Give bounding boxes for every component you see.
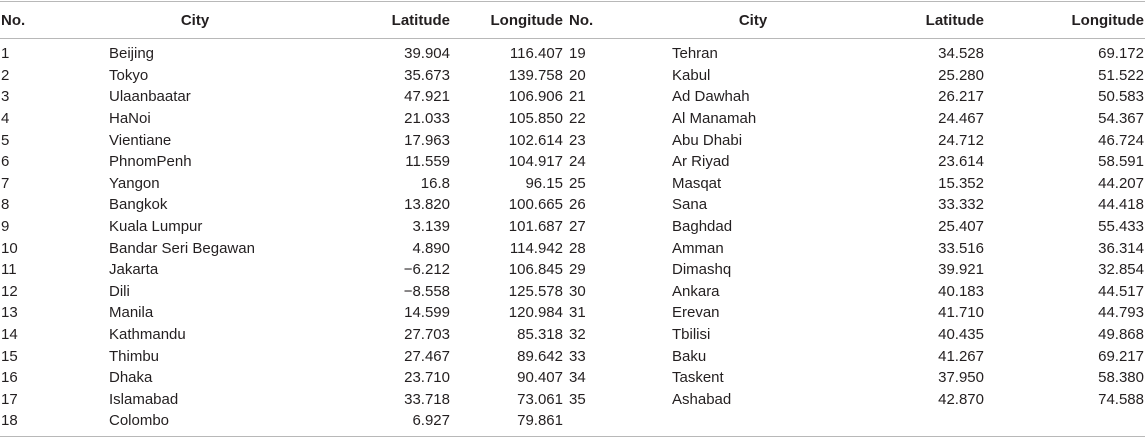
cell-no: 9 (1, 218, 10, 236)
cell-city: Ulaanbaatar (109, 88, 191, 106)
cell-latitude-2 (838, 410, 986, 436)
cell-latitude-2: 40.435 (938, 326, 984, 344)
cell-latitude-2: 37.950 (938, 369, 984, 387)
cell-latitude: −8.558 (403, 282, 450, 300)
cell-city-2: Sana (672, 196, 708, 214)
cell-city: Kuala Lumpur (109, 218, 203, 236)
table-row (0, 389, 1145, 411)
cell-city: Dili (109, 282, 130, 300)
table-row (0, 216, 1145, 238)
cell-no: 4 (1, 110, 10, 128)
cell-no-2: 31 (569, 304, 586, 322)
cell-longitude-2: 44.207 (1098, 174, 1144, 192)
cell-no-2: 30 (569, 282, 586, 300)
cell-city: Colombo (109, 412, 170, 430)
cell-latitude-2: 40.183 (938, 282, 984, 300)
cell-no-2: 22 (569, 110, 586, 128)
cell-longitude-2 (986, 410, 1145, 436)
cell-longitude: 106.845 (508, 261, 563, 279)
cell-latitude-2: 33.516 (938, 239, 984, 257)
cell-latitude: 21.033 (404, 110, 450, 128)
cell-no: 17 (1, 390, 18, 408)
cell-latitude: 27.703 (404, 326, 450, 344)
cell-city-2: Al Manamah (672, 110, 757, 128)
cell-latitude: 39.904 (404, 45, 450, 63)
table-row (0, 151, 1145, 173)
cell-no: 11 (1, 261, 17, 279)
cell-no: 6 (1, 153, 10, 171)
cell-city-2: Tbilisi (672, 326, 711, 344)
table-row (0, 302, 1145, 324)
cell-latitude: −6.212 (403, 261, 450, 279)
table-row (0, 173, 1145, 195)
cell-longitude-2: 44.517 (1098, 282, 1144, 300)
cell-city-2: Baku (672, 347, 707, 365)
cell-latitude: 35.673 (404, 66, 450, 84)
cell-longitude: 73.061 (517, 390, 563, 408)
table-header (0, 2, 1145, 39)
cell-longitude: 90.407 (517, 369, 563, 387)
cell-longitude-2: 49.868 (1098, 326, 1144, 344)
cell-city-2: Dimashq (672, 261, 732, 279)
cell-longitude-2: 44.418 (1098, 196, 1144, 214)
cell-no: 14 (1, 326, 18, 344)
cell-longitude: 114.942 (509, 239, 563, 257)
cell-no: 15 (1, 347, 18, 365)
cell-city-2: Tehran (672, 45, 718, 63)
cell-no: 1 (1, 45, 10, 63)
cell-city: Vientiane (109, 131, 172, 149)
table-row (0, 281, 1145, 303)
cell-latitude: 14.599 (404, 304, 450, 322)
cell-no: 16 (1, 369, 18, 387)
header-city: City (180, 11, 210, 29)
cell-no: 8 (1, 196, 10, 214)
cell-city: Tokyo (109, 66, 149, 84)
cell-city-2: Erevan (672, 304, 720, 322)
cell-latitude: 16.8 (420, 174, 450, 192)
table-row (0, 259, 1145, 281)
table-row (0, 129, 1145, 151)
cell-city: Islamabad (109, 390, 179, 408)
cell-city-2: Taskent (672, 369, 724, 387)
cell-latitude: 33.718 (404, 390, 450, 408)
cell-latitude: 13.820 (404, 196, 450, 214)
cell-latitude: 3.139 (412, 218, 450, 236)
cell-city: Bangkok (109, 196, 168, 214)
header-longitude: Longitude (490, 11, 563, 29)
cell-latitude-2: 25.407 (938, 218, 984, 236)
cell-latitude-2: 23.614 (938, 153, 984, 171)
cell-no-2: 34 (569, 369, 586, 387)
cell-longitude: 79.861 (517, 412, 563, 430)
cell-longitude: 104.917 (508, 153, 563, 171)
cell-no-2: 26 (569, 196, 586, 214)
cell-longitude: 125.578 (508, 282, 563, 300)
cell-longitude: 116.407 (509, 45, 563, 63)
cell-no: 7 (1, 174, 10, 192)
cell-no-2: 21 (569, 88, 586, 106)
cell-longitude: 96.15 (525, 174, 563, 192)
cell-longitude-2: 46.724 (1098, 131, 1144, 149)
cell-latitude: 27.467 (404, 347, 450, 365)
cell-no: 13 (1, 304, 18, 322)
cell-longitude-2: 44.793 (1098, 304, 1144, 322)
cell-city: Manila (109, 304, 154, 322)
table-row (0, 367, 1145, 389)
cell-latitude-2: 26.217 (938, 88, 984, 106)
cell-no-2: 27 (569, 218, 586, 236)
cell-no-2: 23 (569, 131, 586, 149)
cell-latitude-2: 34.528 (938, 45, 984, 63)
cell-no-2: 24 (569, 153, 586, 171)
cell-latitude-2: 25.280 (938, 66, 984, 84)
cell-city-2: Abu Dhabi (672, 131, 743, 149)
cell-latitude: 47.921 (404, 88, 450, 106)
cell-no: 5 (1, 131, 10, 149)
table-row (0, 410, 1145, 436)
cell-longitude: 101.687 (508, 218, 563, 236)
cell-longitude: 120.984 (508, 304, 563, 322)
cell-no-2: 20 (569, 66, 586, 84)
cell-longitude: 102.614 (508, 131, 563, 149)
cell-latitude: 11.559 (405, 153, 450, 171)
cell-latitude: 6.927 (412, 412, 450, 430)
table-body (0, 39, 1145, 437)
cell-no-2: 25 (569, 174, 586, 192)
cell-no: 3 (1, 88, 10, 106)
cell-no-2: 32 (569, 326, 586, 344)
cell-city: Dhaka (109, 369, 153, 387)
cell-latitude-2: 42.870 (938, 390, 984, 408)
cell-latitude-2: 41.267 (938, 347, 984, 365)
cell-latitude: 17.963 (404, 131, 450, 149)
cell-longitude: 89.642 (517, 347, 563, 365)
table-row (0, 345, 1145, 367)
header-latitude: Latitude (391, 11, 450, 29)
cell-longitude-2: 51.522 (1098, 66, 1144, 84)
cell-city-2: Ankara (672, 282, 720, 300)
cell-longitude-2: 32.854 (1098, 261, 1144, 279)
cell-no: 10 (1, 239, 18, 257)
cell-city: Beijing (109, 45, 155, 63)
cell-city: Kathmandu (109, 326, 186, 344)
header-no: No. (1, 11, 26, 29)
cell-no: 2 (1, 66, 10, 84)
cell-city: Bandar Seri Begawan (109, 239, 255, 257)
cell-latitude: 23.710 (404, 369, 450, 387)
cell-city-2: Baghdad (672, 218, 733, 236)
cell-no-2: 29 (569, 261, 586, 279)
city-coordinates-table (0, 1, 1145, 437)
cell-no-2: 28 (569, 239, 586, 257)
table-row (0, 86, 1145, 108)
cell-longitude-2: 58.380 (1098, 369, 1144, 387)
cell-latitude-2: 24.467 (938, 110, 984, 128)
cell-no-2: 19 (569, 45, 586, 63)
cell-city: Thimbu (109, 347, 160, 365)
cell-no-2: 33 (569, 347, 586, 365)
cell-no-2 (565, 410, 668, 436)
cell-city-2: Amman (672, 239, 724, 257)
cell-no-2: 35 (569, 390, 586, 408)
cell-longitude: 85.318 (517, 326, 563, 344)
cell-latitude: 4.890 (412, 239, 450, 257)
cell-longitude-2: 54.367 (1098, 110, 1144, 128)
table-row (0, 65, 1145, 87)
cell-longitude-2: 69.217 (1098, 347, 1144, 365)
cell-city-2: Ad Dawhah (672, 88, 750, 106)
header-latitude-2: Latitude (925, 11, 984, 29)
header-no-2: No. (569, 11, 594, 29)
header-row (0, 2, 1145, 39)
table-row (0, 39, 1145, 65)
cell-latitude-2: 15.352 (938, 174, 984, 192)
cell-longitude: 105.850 (508, 110, 563, 128)
cell-longitude: 139.758 (508, 66, 563, 84)
table-row (0, 237, 1145, 259)
header-city-2: City (738, 11, 768, 29)
cell-latitude-2: 24.712 (938, 131, 984, 149)
cell-longitude-2: 36.314 (1098, 239, 1144, 257)
cell-city: PhnomPenh (109, 153, 192, 171)
cell-city-2 (668, 410, 838, 436)
header-longitude-2: Longitude (1071, 11, 1144, 29)
cell-city-2: Ar Riyad (672, 153, 730, 171)
cell-latitude-2: 33.332 (938, 196, 984, 214)
cell-longitude: 106.906 (508, 88, 563, 106)
cell-city: HaNoi (109, 110, 151, 128)
cell-city-2: Masqat (672, 174, 722, 192)
cell-longitude-2: 55.433 (1098, 218, 1144, 236)
table-row (0, 324, 1145, 346)
cell-longitude-2: 69.172 (1098, 45, 1144, 63)
cell-longitude-2: 50.583 (1098, 88, 1144, 106)
cell-city: Jakarta (109, 261, 159, 279)
cell-no: 12 (1, 282, 18, 300)
cell-city-2: Kabul (672, 66, 711, 84)
cell-latitude-2: 41.710 (938, 304, 984, 322)
table-row (0, 194, 1145, 216)
cell-city-2: Ashabad (672, 390, 732, 408)
cell-longitude: 100.665 (508, 196, 563, 214)
cell-no: 18 (1, 412, 18, 430)
cell-longitude-2: 74.588 (1098, 390, 1144, 408)
cell-longitude-2: 58.591 (1098, 153, 1144, 171)
cell-city: Yangon (109, 174, 160, 192)
table-row (0, 108, 1145, 130)
cell-latitude-2: 39.921 (938, 261, 984, 279)
